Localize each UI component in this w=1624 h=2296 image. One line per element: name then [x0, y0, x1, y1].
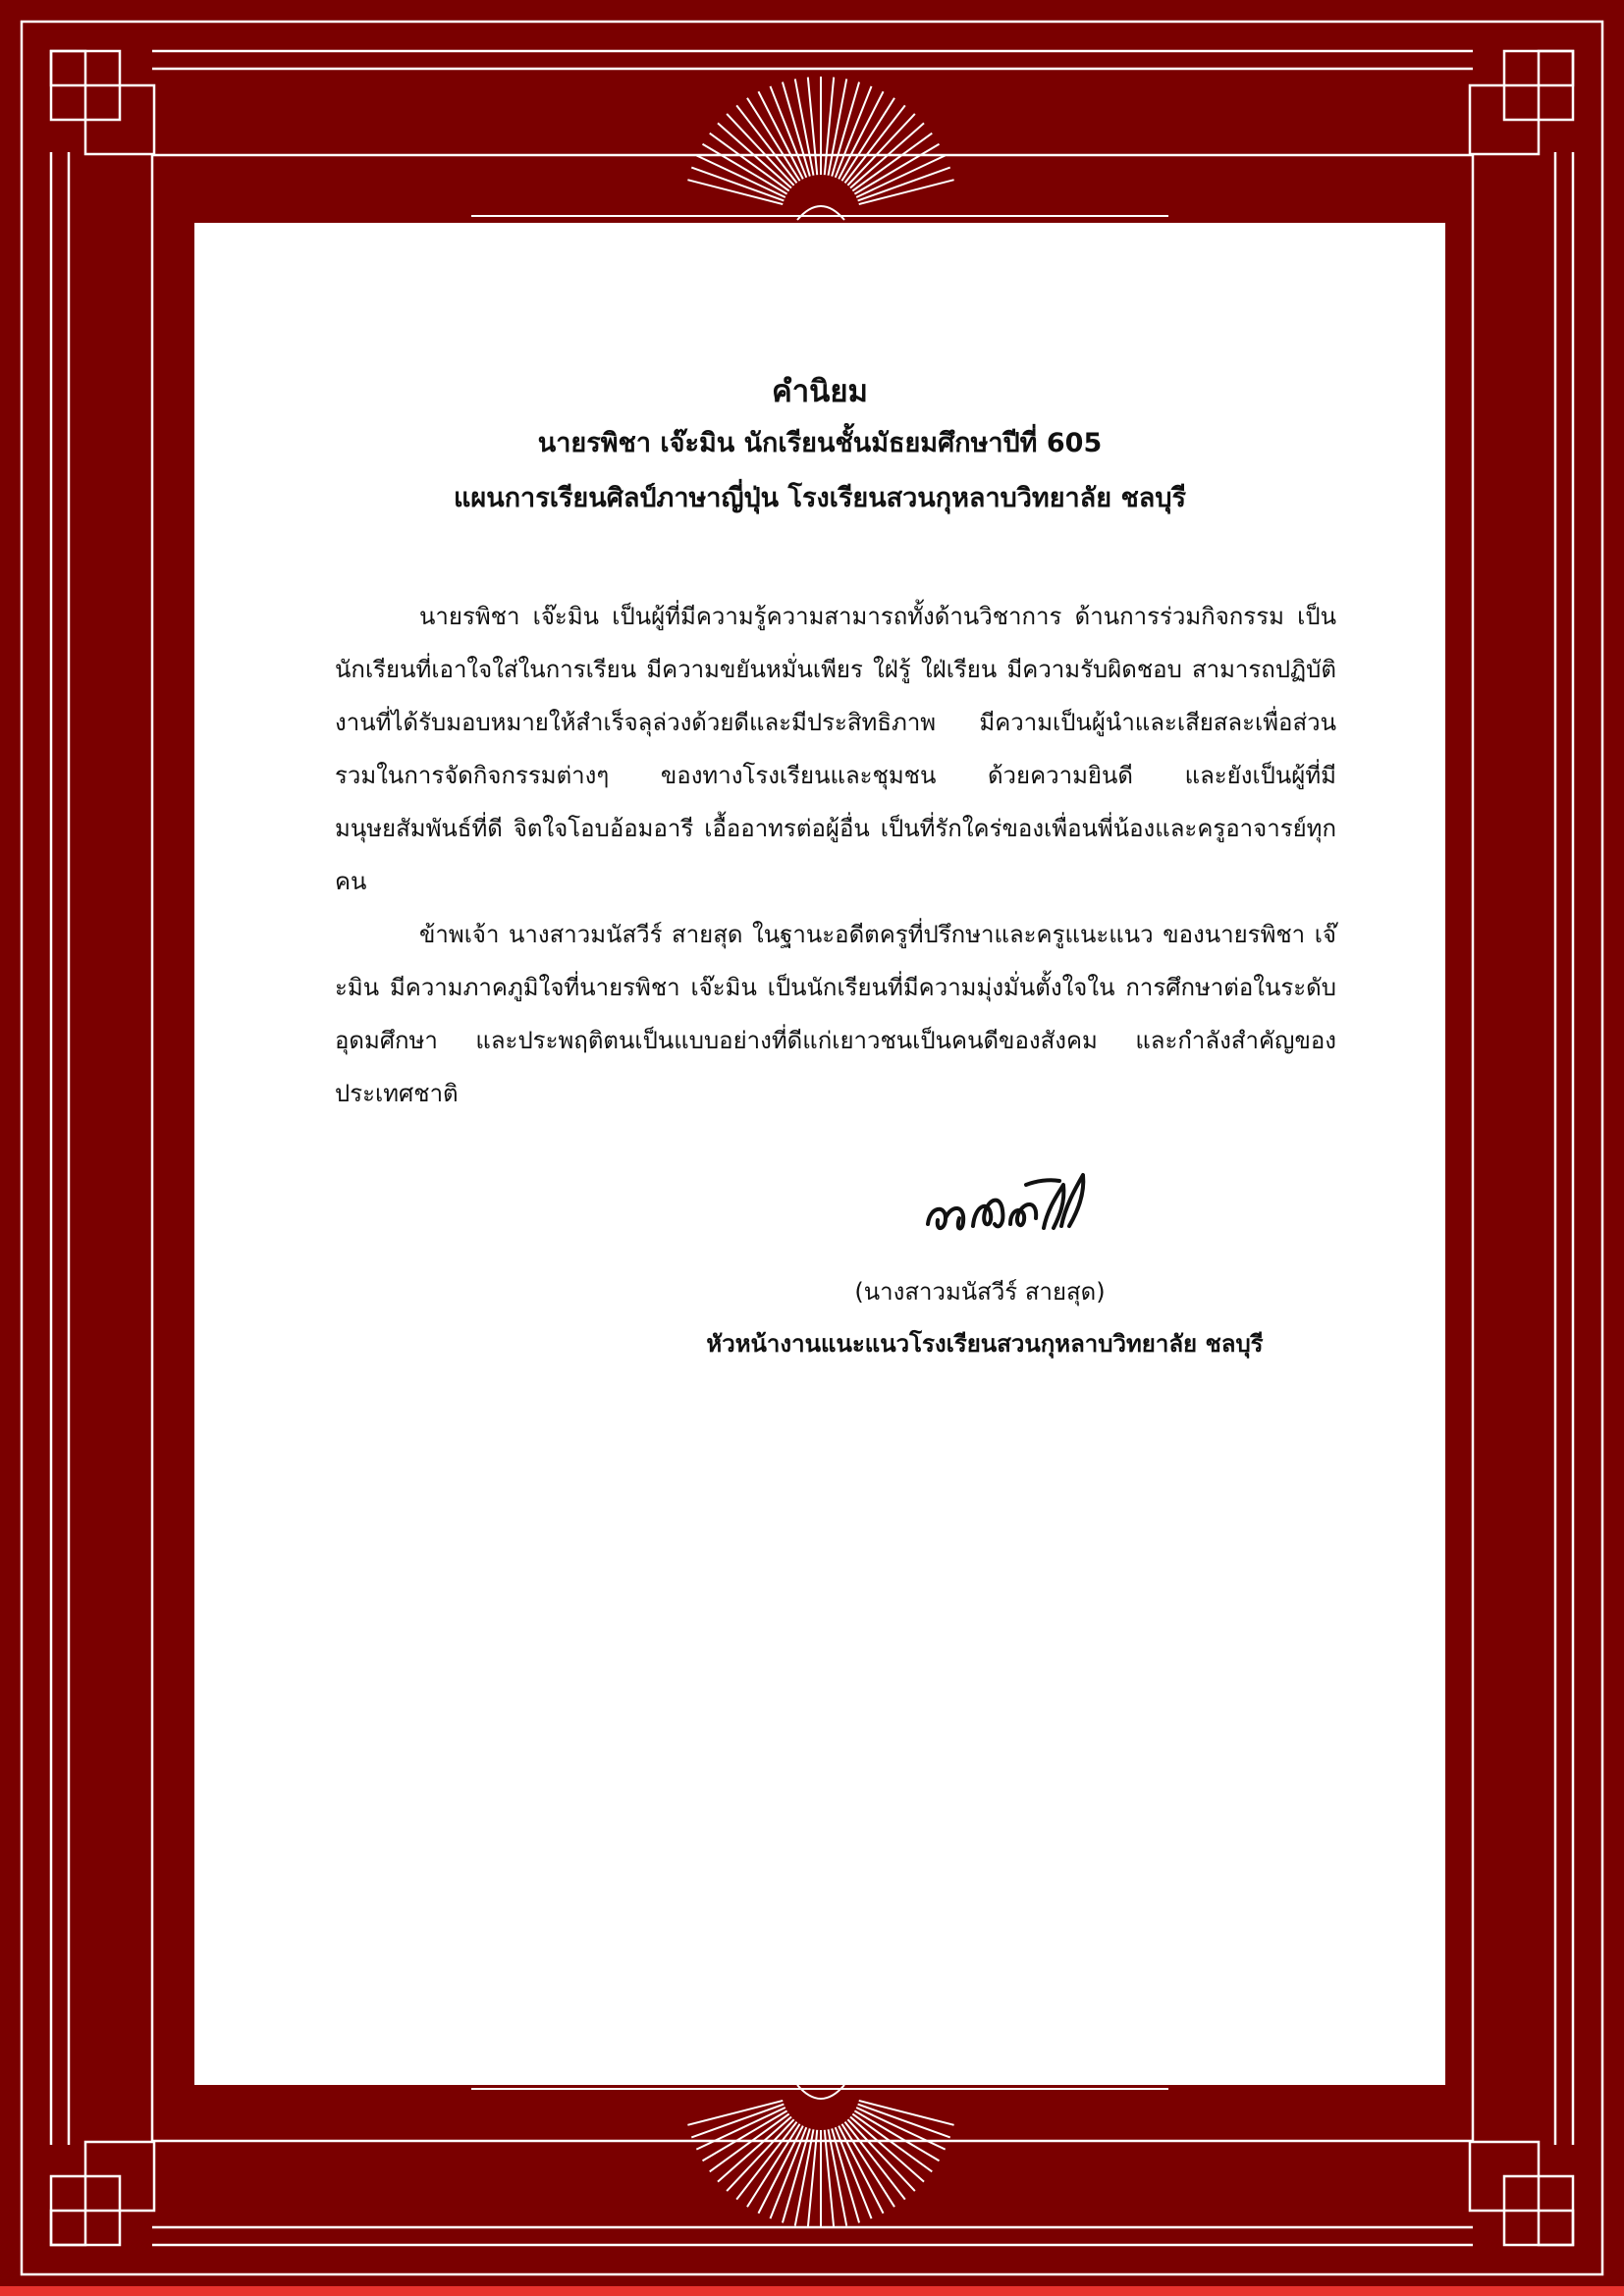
document-title: คำนิยม [772, 374, 868, 409]
signer-name: (นางสาวมนัสวีร์ สายสุด) [854, 1278, 1106, 1306]
handwritten-signature [916, 1155, 1103, 1254]
signer-position: หัวหน้างานแนะแนวโรงเรียนสวนกุหลาบวิทยาลัย ชลบุรี [706, 1330, 1264, 1358]
body-paragraph-2: ข้าพเจ้า นางสาวมนัสวีร์ สายสุด ในฐานะอดีตครูที่ปรึกษาและครูแนะแนว ของนายรพิชา เจ๊ะมิน มีความภาคภูมิใจที่นายรพิชา เจ๊ะมิน เป็นนักเรียนที่มีความมุ่งมั่นตั้งใจใน การศึกษาต่อในระดับอุดมศึกษา และประพฤติตนเป็นแบบอย่างที่ดีแก่เยาวชนเป็นคนดีของสังคม และกำลังสำคัญของประเทศชาติ [335, 921, 1336, 1107]
bottom-strip [0, 2286, 1624, 2296]
school-program-line: แผนการเรียนศิลป์ภาษาญี่ปุ่น โรงเรียนสวนกุหลาบวิทยาลัย ชลบุรี [454, 483, 1186, 513]
student-name-line: นายรพิชา เจ๊ะมิน นักเรียนชั้นมัธยมศึกษาปีที่ 605 [537, 428, 1103, 458]
letter-body [335, 590, 1336, 1120]
letter-paper [194, 223, 1445, 2085]
body-paragraph-1: นายรพิชา เจ๊ะมิน เป็นผู้ที่มีความรู้ความสามารถทั้งด้านวิชาการ ด้านการร่วมกิจกรรม เป็นนักเรียนที่เอาใจใส่ในการเรียน มีความขยันหมั่นเพียร ใฝ่รู้ ใฝ่เรียน มีความรับผิดชอบ สามารถปฏิบัติงานที่ได้รับมอบหมายให้สำเร็จลุล่วงด้วยดีและมีประสิทธิภาพ มีความเป็นผู้นำและเสียสละเพื่อส่วนรวมในการจัดกิจกรรมต่างๆ ของทางโรงเรียนและชุมชน ด้วยความยินดี และยังเป็นผู้ที่มีมนุษยสัมพันธ์ที่ดี จิตใจโอบอ้อมอารี เอื้ออาทรต่อผู้อื่น เป็นที่รักใคร่ของเพื่อนพี่น้องและครูอาจารย์ทุกคน [335, 603, 1336, 895]
